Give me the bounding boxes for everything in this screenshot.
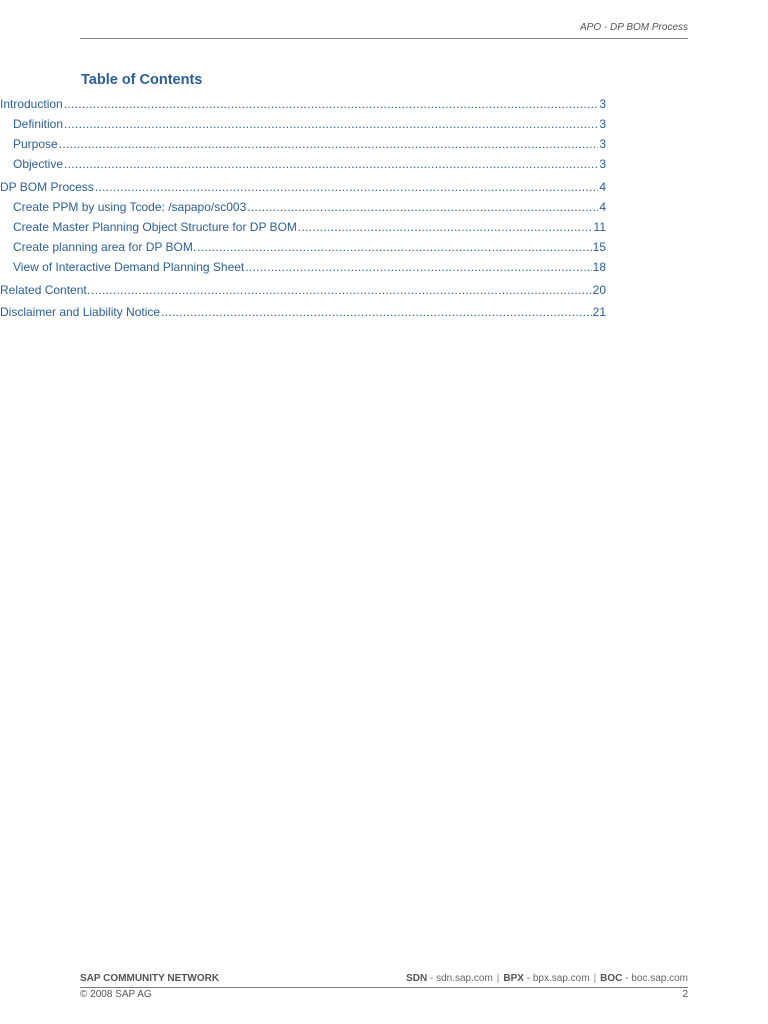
toc-entry-create-planning-area[interactable] <box>13 239 606 255</box>
toc-entry-label: Purpose <box>13 137 58 151</box>
toc-entry-page: 4 <box>599 200 606 214</box>
toc-entry-label: Definition <box>13 117 64 131</box>
community-network-name: SAP COMMUNITY NETWORK <box>80 973 220 984</box>
copyright-notice: © 2008 SAP AG <box>80 989 152 1000</box>
toc-entry-page: 3 <box>599 97 606 111</box>
toc-entry-label: View of Interactive Demand Planning Sheet <box>13 260 245 274</box>
sdn-link[interactable]: sdn.sap.com <box>436 973 493 984</box>
table-of-contents <box>81 68 687 92</box>
toc-entry-purpose[interactable] <box>13 136 606 152</box>
toc-entry-view-planning-sheet[interactable] <box>13 259 606 275</box>
toc-entry-related-content[interactable] <box>0 282 606 298</box>
footer-divider <box>80 987 688 988</box>
toc-entry-page: 3 <box>599 117 606 131</box>
dot-leader <box>247 199 598 215</box>
dot-leader <box>64 96 599 112</box>
boc-code: BOC <box>600 973 623 984</box>
toc-entry-page: 15 <box>592 240 606 254</box>
toc-entry-create-ppm[interactable] <box>13 199 606 215</box>
dot-leader <box>91 282 592 298</box>
page-footer <box>80 972 688 1002</box>
toc-entry-page: 3 <box>599 157 606 171</box>
boc-link[interactable]: boc.sap.com <box>631 973 688 984</box>
footer-site-links: SDN - sdn.sap.com | BPX - bpx.sap.com | BOC - boc.sap.com <box>406 973 688 984</box>
toc-entry-page: 21 <box>592 305 606 319</box>
toc-entry-page: 20 <box>592 283 606 297</box>
dot-leader <box>298 219 593 235</box>
dot-leader <box>64 116 598 132</box>
page-number: 2 <box>682 989 688 1000</box>
dot-leader <box>59 136 599 152</box>
sdn-code: SDN <box>406 973 428 984</box>
toc-entry-create-mpos[interactable] <box>13 219 606 235</box>
toc-entry-label: Create PPM by using Tcode: /sapapo/sc003 <box>13 200 247 214</box>
dot-leader <box>95 179 599 195</box>
toc-heading: Table of Contents <box>81 72 203 88</box>
toc-entry-dp-bom-process[interactable] <box>0 179 606 195</box>
bpx-code: BPX <box>503 973 524 984</box>
toc-entry-label: Introduction <box>0 97 63 111</box>
dot-leader <box>197 239 591 255</box>
toc-entry-label: Create Master Planning Object Structure for DP BOM <box>13 220 297 234</box>
toc-entry-disclaimer[interactable] <box>0 304 606 320</box>
toc-entry-label: Related Content. <box>0 283 91 297</box>
toc-entry-label: Disclaimer and Liability Notice <box>0 305 161 319</box>
dot-leader <box>64 156 598 172</box>
toc-entry-introduction[interactable] <box>0 96 606 112</box>
document-title: APO - DP BOM Process <box>580 22 688 33</box>
toc-entry-definition[interactable] <box>13 116 606 132</box>
toc-entry-page: 4 <box>599 180 606 194</box>
dot-leader <box>161 304 592 320</box>
toc-entry-page: 18 <box>592 260 606 274</box>
dot-leader <box>245 259 591 275</box>
bpx-link[interactable]: bpx.sap.com <box>532 973 590 984</box>
toc-entry-label: Objective <box>13 157 64 171</box>
toc-entry-page: 3 <box>599 137 606 151</box>
toc-entry-objective[interactable] <box>13 156 606 172</box>
footer-separator: | <box>593 973 597 984</box>
page-header <box>80 0 688 39</box>
toc-entry-label: Create planning area for DP BOM. <box>13 240 197 254</box>
footer-separator: | <box>496 973 500 984</box>
toc-entry-label: DP BOM Process <box>0 180 94 194</box>
toc-entry-page: 11 <box>593 220 606 234</box>
